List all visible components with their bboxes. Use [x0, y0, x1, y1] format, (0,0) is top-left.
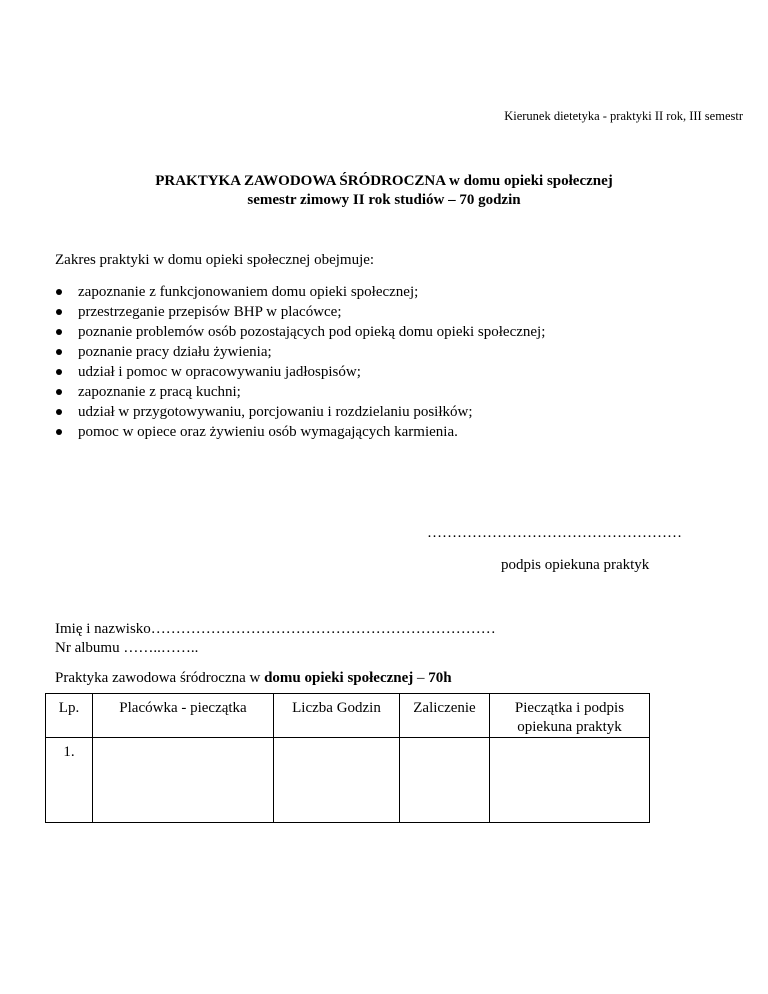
bullet-icon — [56, 389, 62, 395]
album-number-field: Nr albumu ……..…….. — [55, 640, 199, 656]
table-cell-placowka — [93, 738, 274, 823]
document-subtitle: semestr zimowy II rok studiów – 70 godzin — [247, 192, 521, 208]
bullet-icon — [56, 429, 62, 435]
list-item: zapoznanie z pracą kuchni; — [55, 382, 545, 402]
table-header-row — [46, 694, 650, 738]
practice-table — [45, 693, 650, 823]
bullet-icon — [56, 349, 62, 355]
signature-label: podpis opiekuna praktyk — [501, 557, 650, 573]
header-placowka: Placówka - pieczątka — [93, 694, 274, 738]
name-field: Imię i nazwisko…………………………………………………………… — [55, 621, 496, 637]
document-title: PRAKTYKA ZAWODOWA ŚRÓDROCZNA w domu opieki społecznej — [155, 173, 613, 189]
header-pieczatka-podpis: Pieczątka i podpis opiekuna praktyk — [490, 694, 650, 738]
course-header: Kierunek dietetyka - praktyki II rok, III semestr — [504, 109, 743, 123]
header-zaliczenie: Zaliczenie — [400, 694, 490, 738]
bullet-icon — [56, 329, 62, 335]
list-item: poznanie pracy działu żywienia; — [55, 342, 545, 362]
list-item: udział i pomoc w opracowywaniu jadłospisów; — [55, 362, 545, 382]
praktyka-place: domu opieki społecznej — [264, 670, 414, 686]
scope-list — [55, 282, 545, 442]
header-lp: Lp. — [46, 694, 93, 738]
table-cell-zaliczenie — [400, 738, 490, 823]
header-liczba-godzin: Liczba Godzin — [274, 694, 400, 738]
signature-line: …………………………………………… — [427, 525, 682, 541]
praktyka-hours: 70h — [428, 670, 452, 686]
table-cell-lp: 1. — [46, 738, 93, 823]
table-cell-liczba-godzin — [274, 738, 400, 823]
bullet-icon — [56, 369, 62, 375]
table-row — [46, 738, 650, 823]
list-item: udział w przygotowywaniu, porcjowaniu i rozdzielaniu posiłków; — [55, 402, 545, 422]
scope-intro: Zakres praktyki w domu opieki społecznej obejmuje: — [55, 252, 375, 268]
list-item: przestrzeganie przepisów BHP w placówce; — [55, 302, 545, 322]
bullet-icon — [56, 309, 62, 315]
table-cell-pieczatka-podpis — [490, 738, 650, 823]
list-item: pomoc w opiece oraz żywieniu osób wymagających karmienia. — [55, 422, 545, 442]
praktyka-summary: Praktyka zawodowa śródroczna w domu opieki społecznej – 70h — [55, 670, 452, 686]
bullet-icon — [56, 289, 62, 295]
list-item: zapoznanie z funkcjonowaniem domu opieki społecznej; — [55, 282, 545, 302]
bullet-icon — [56, 409, 62, 415]
list-item: poznanie problemów osób pozostających pod opieką domu opieki społecznej; — [55, 322, 545, 342]
